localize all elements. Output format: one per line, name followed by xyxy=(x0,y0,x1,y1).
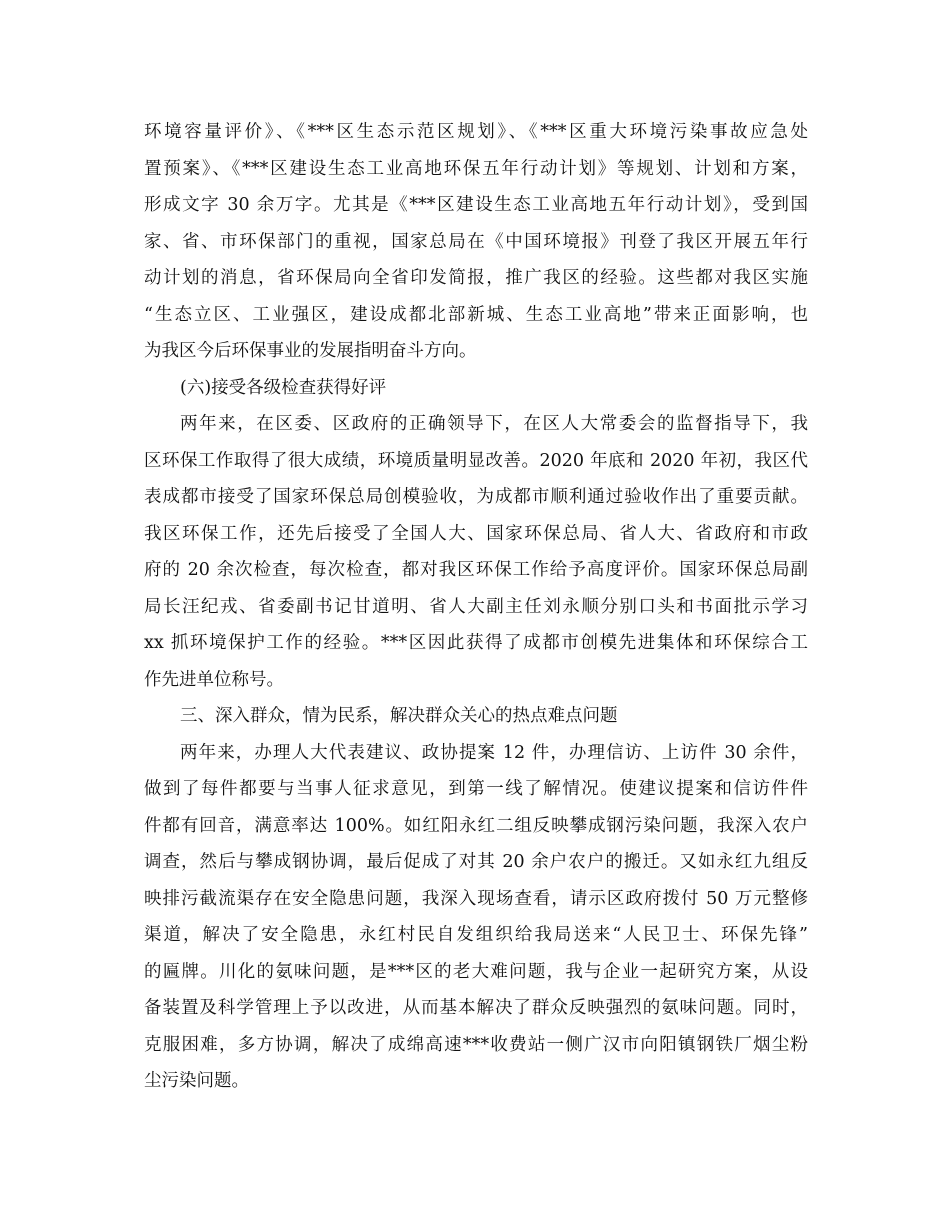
paragraph-line: 家、省、市环保部门的重视，国家总局在《中国环境报》刊登了我区开展五年行 xyxy=(144,231,808,252)
paragraph-line: 映排污截流渠存在安全隐患问题，我深入现场查看，请示区政府拨付 50 万元整修 xyxy=(144,888,808,909)
paragraph-line: 动计划的消息，省环保局向全省印发简报，推广我区的经验。这些都对我区实施 xyxy=(144,268,808,288)
paragraph-first-line: 两年来，在区委、区政府的正确领导下，在区人大常委会的监督指导下，我 xyxy=(180,414,808,434)
paragraph-line: “生态立区、工业强区，建设成都北部新城、生态工业高地”带来正面影响，也 xyxy=(144,304,808,325)
paragraph-line: 我区环保工作，还先后接受了全国人大、国家环保总局、省人大、省政府和市政 xyxy=(144,523,808,544)
paragraph-first-line: 三、深入群众，情为民系，解决群众关心的热点难点问题 xyxy=(180,706,618,726)
paragraph-line: 为我区今后环保事业的发展指明奋斗方向。 xyxy=(144,341,477,361)
paragraph-line: 作先进单位称号。 xyxy=(144,669,284,690)
paragraph-line: 备装置及科学管理上予以改进，从而基本解决了群众反映强烈的氨味问题。同时， xyxy=(144,998,808,1018)
paragraph-line: 府的 20 余次检查，每次检查，都对我区环保工作给予高度评价。国家环保总局副 xyxy=(144,560,808,580)
paragraph-line: 置预案》、《***区建设生态工业高地环保五年行动计划》等规划、计划和方案， xyxy=(144,158,808,179)
paragraph-line: xx 抓环境保护工作的经验。***区因此获得了成都市创模先进集体和环保综合工 xyxy=(144,633,808,653)
paragraph-first-line: 两年来，办理人大代表建议、政协提案 12 件，办理信访、上访件 30 余件， xyxy=(180,742,808,763)
paragraph-line: 区环保工作取得了很大成绩，环境质量明显改善。2020 年底和 2020 年初，我区代 xyxy=(144,450,808,471)
paragraph-line: 做到了每件都要与当事人征求意见，到第一线了解情况。使建议提案和信访件件 xyxy=(144,779,808,799)
paragraph-line: 渠道，解决了安全隐患，永红村民自发组织给我局送来“人民卫士、环保先锋” xyxy=(144,925,808,945)
paragraph-line: 表成都市接受了国家环保总局创模验收，为成都市顺利通过验收作出了重要贡献。 xyxy=(144,487,808,507)
paragraph-line: 形成文字 30 余万字。尤其是《***区建设生态工业高地五年行动计划》，受到国 xyxy=(144,195,808,215)
paragraph-first-line: (六)接受各级检查获得好评 xyxy=(180,377,387,398)
paragraph-line: 的匾牌。川化的氨味问题，是***区的老大难问题，我与企业一起研究方案，从设 xyxy=(144,961,808,982)
paragraph-line: 环境容量评价》、《***区生态示范区规划》、《***区重大环境污染事故应急处 xyxy=(144,122,808,142)
paragraph-line: 克服困难，多方协调，解决了成绵高速***收费站一侧广汉市向阳镇钢铁厂烟尘粉 xyxy=(144,1034,808,1055)
paragraph-line: 尘污染问题。 xyxy=(144,1071,249,1091)
paragraph-line: 件都有回音，满意率达 100%。如红阳永红二组反映攀成钢污染问题，我深入农户 xyxy=(144,815,808,836)
paragraph-line: 调查，然后与攀成钢协调，最后促成了对其 20 余户农户的搬迁。又如永红九组反 xyxy=(144,852,808,872)
document-body xyxy=(144,114,808,1100)
paragraph-line: 局长汪纪戎、省委副书记甘道明、省人大副主任刘永顺分别口头和书面批示学习 xyxy=(144,596,808,617)
